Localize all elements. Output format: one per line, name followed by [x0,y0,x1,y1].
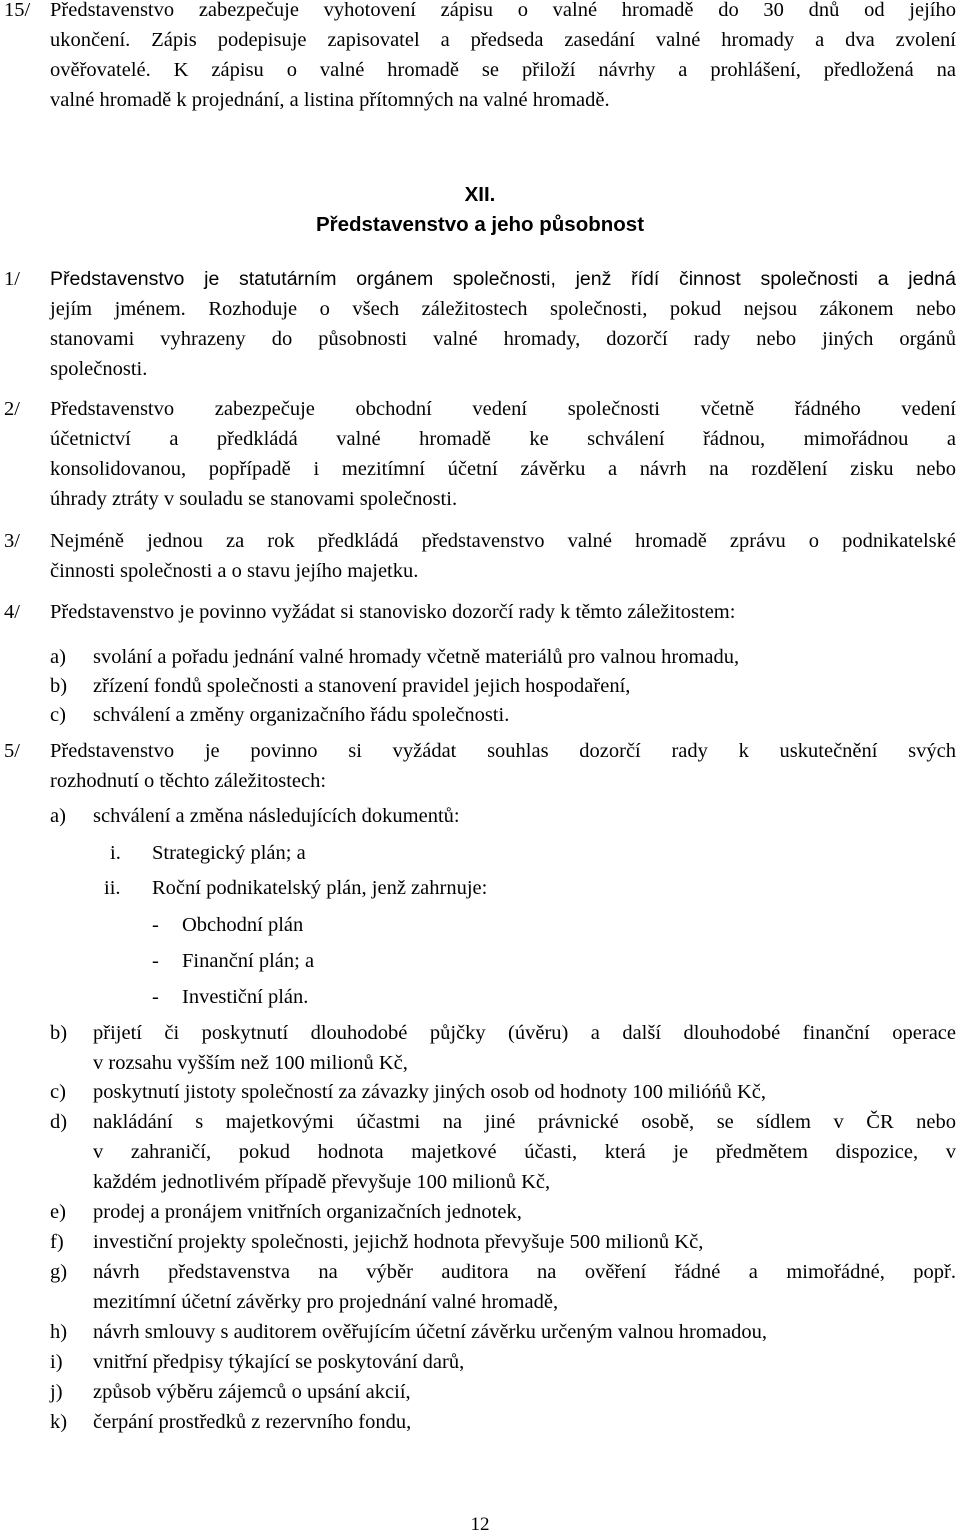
dash-label: - [152,986,159,1008]
text-line: účetnictví a předkládá valné hromadě ke schválení řádnou, mimořádnou a [50,428,956,450]
text-line: stanovami vyhrazeny do působnosti valné hromady, dozorčí rady nebo jiných orgánů [50,328,956,350]
list-item [50,1018,956,1078]
item-label: i) [50,1351,63,1373]
dash-label: - [152,914,159,936]
text-line: Představenstvo zabezpečuje vyhotovení zápisu o valné hromadě do 30 dnů od jejího [50,0,956,21]
text-line: valné hromadě k projednání, a listina přítomných na valné hromadě. [50,89,610,111]
paragraph-5 [0,736,956,796]
item-text: prodej a pronájem vnitřních organizačních jednotek, [93,1201,522,1223]
paragraph-number: 3/ [4,530,20,552]
text-line: úhrady ztráty v souladu se stanovami společnosti. [50,488,458,510]
paragraph-number: 2/ [4,398,20,420]
list-item [50,642,956,672]
item-label: h) [50,1321,68,1343]
text-line: mezitímní účetní závěrky pro projednání valné hromadě, [93,1291,559,1313]
item-text: zřízení fondů společnosti a stanovení pravidel jejich hospodaření, [93,675,631,697]
item-label: b) [50,675,68,697]
paragraph-number: 1/ [4,268,20,290]
item-text: čerpání prostředků z rezervního fondu, [93,1411,412,1433]
item-label: j) [50,1381,63,1403]
item-label: g) [50,1261,68,1283]
list-item [50,1317,956,1347]
roman-label: ii. [104,877,121,899]
item-label: b) [50,1022,68,1044]
text-line: jejím jménem. Rozhoduje o všech záležitostech společnosti, pokud nejsou zákonem nebo [50,298,956,320]
text-line: Nejméně jednou za rok předkládá představenstvo valné hromadě zprávu o podnikatelské [50,530,956,552]
dash-text: Finanční plán; a [182,950,315,972]
roman-text: Roční podnikatelský plán, jenž zahrnuje: [152,877,488,899]
item-text: návrh smlouvy s auditorem ověřujícím účetní závěrku určeným valnou hromadou, [93,1321,768,1343]
item-text: investiční projekty společnosti, jejichž hodnota převyšuje 500 milionů Kč, [93,1231,704,1253]
item-text: svolání a pořadu jednání valné hromady včetně materiálů pro valnou hromadu, [93,646,740,668]
text-line: každém jednotlivém případě převyšuje 100 milionů Kč, [93,1171,551,1193]
list-item [50,1347,956,1377]
item-label: c) [50,1081,66,1103]
list-item [50,1377,956,1407]
paragraph-number: 15/ [4,0,31,21]
item-label: c) [50,704,66,726]
dash-text: Obchodní plán [182,914,304,936]
text-line: Představenstvo je povinno si vyžádat souhlas dozorčí rady k uskutečnění svých [50,740,956,762]
item-label: a) [50,805,66,827]
list-item [50,671,956,701]
text-line: Představenstvo zabezpečuje obchodní vedení společnosti včetně řádného vedení [50,398,956,420]
text-line: v rozsahu vyšším než 100 milionů Kč, [93,1052,408,1074]
dash-label: - [152,950,159,972]
paragraph-3 [0,526,956,586]
text-line: ukončení. Zápis podepisuje zapisovatel a předseda zasedání valné hromady a dva zvolení [50,29,956,51]
item-text: způsob výběru zájemců o upsání akcií, [93,1381,411,1403]
item-text: schválení a změna následujících dokumentů: [93,805,460,827]
paragraph-15 [0,0,956,115]
paragraph-number: 4/ [4,601,20,623]
item-label: e) [50,1201,66,1223]
list-item [50,1407,956,1437]
text-line: Představenstvo je povinno vyžádat si stanovisko dozorčí rady k těmto záležitostem: [50,601,736,623]
dash-text: Investiční plán. [182,986,309,1008]
roman-label: i. [110,842,121,864]
item-label: a) [50,646,66,668]
item-text: poskytnutí jistoty společností za závazky jiných osob od hodnoty 100 milióńů Kč, [93,1081,767,1103]
item-label: k) [50,1411,68,1433]
roman-text: Strategický plán; a [152,842,306,864]
text-line: činnosti společnosti a o stavu jejího majetku. [50,560,419,582]
text-line: přijetí či poskytnutí dlouhodobé půjčky (úvěru) a další dlouhodobé finanční operace [93,1022,956,1044]
item-text: vnitřní předpisy týkající se poskytování darů, [93,1351,465,1373]
paragraph-number: 5/ [4,740,20,762]
text-line: návrh představenstva na výběr auditora na ověření řádné a mimořádné, popř. [93,1261,956,1283]
paragraph-1 [0,264,956,384]
page-number: 12 [470,1514,490,1535]
text-line: společnosti. [50,358,148,380]
item-label: d) [50,1111,68,1133]
text-line: Představenstvo je statutárním orgánem společnosti, jenž řídí činnost společnosti a jedná [50,268,956,290]
item-text: schválení a změny organizačního řádu společnosti. [93,704,510,726]
text-line: nakládání s majetkovými účastmi na jiné právnické osobě, se sídlem v ČR nebo [93,1111,956,1133]
text-line: v zahraničí, pokud hodnota majetkové účasti, která je předmětem dispozice, v [93,1141,956,1163]
list-item [50,700,956,730]
list-item [50,1227,956,1257]
paragraph-2 [0,394,956,514]
item-label: f) [50,1231,64,1253]
list-item [50,1077,956,1107]
section-title: Představenstvo a jeho působnost [315,213,645,236]
paragraph-4 [0,597,956,627]
text-line: ověřovatelé. K zápisu o valné hromadě se přiloží návrhy a prohlášení, předložená na [50,59,956,81]
list-item [50,1197,956,1227]
section-number: XII. [464,183,496,206]
list-item [50,801,956,831]
text-line: rozhodnutí o těchto záležitostech: [50,770,327,792]
list-item [50,1257,956,1317]
list-item [50,1107,956,1197]
text-line: konsolidovanou, popřípadě i mezitímní účetní závěrku a návrh na rozdělení zisku nebo [50,458,956,480]
